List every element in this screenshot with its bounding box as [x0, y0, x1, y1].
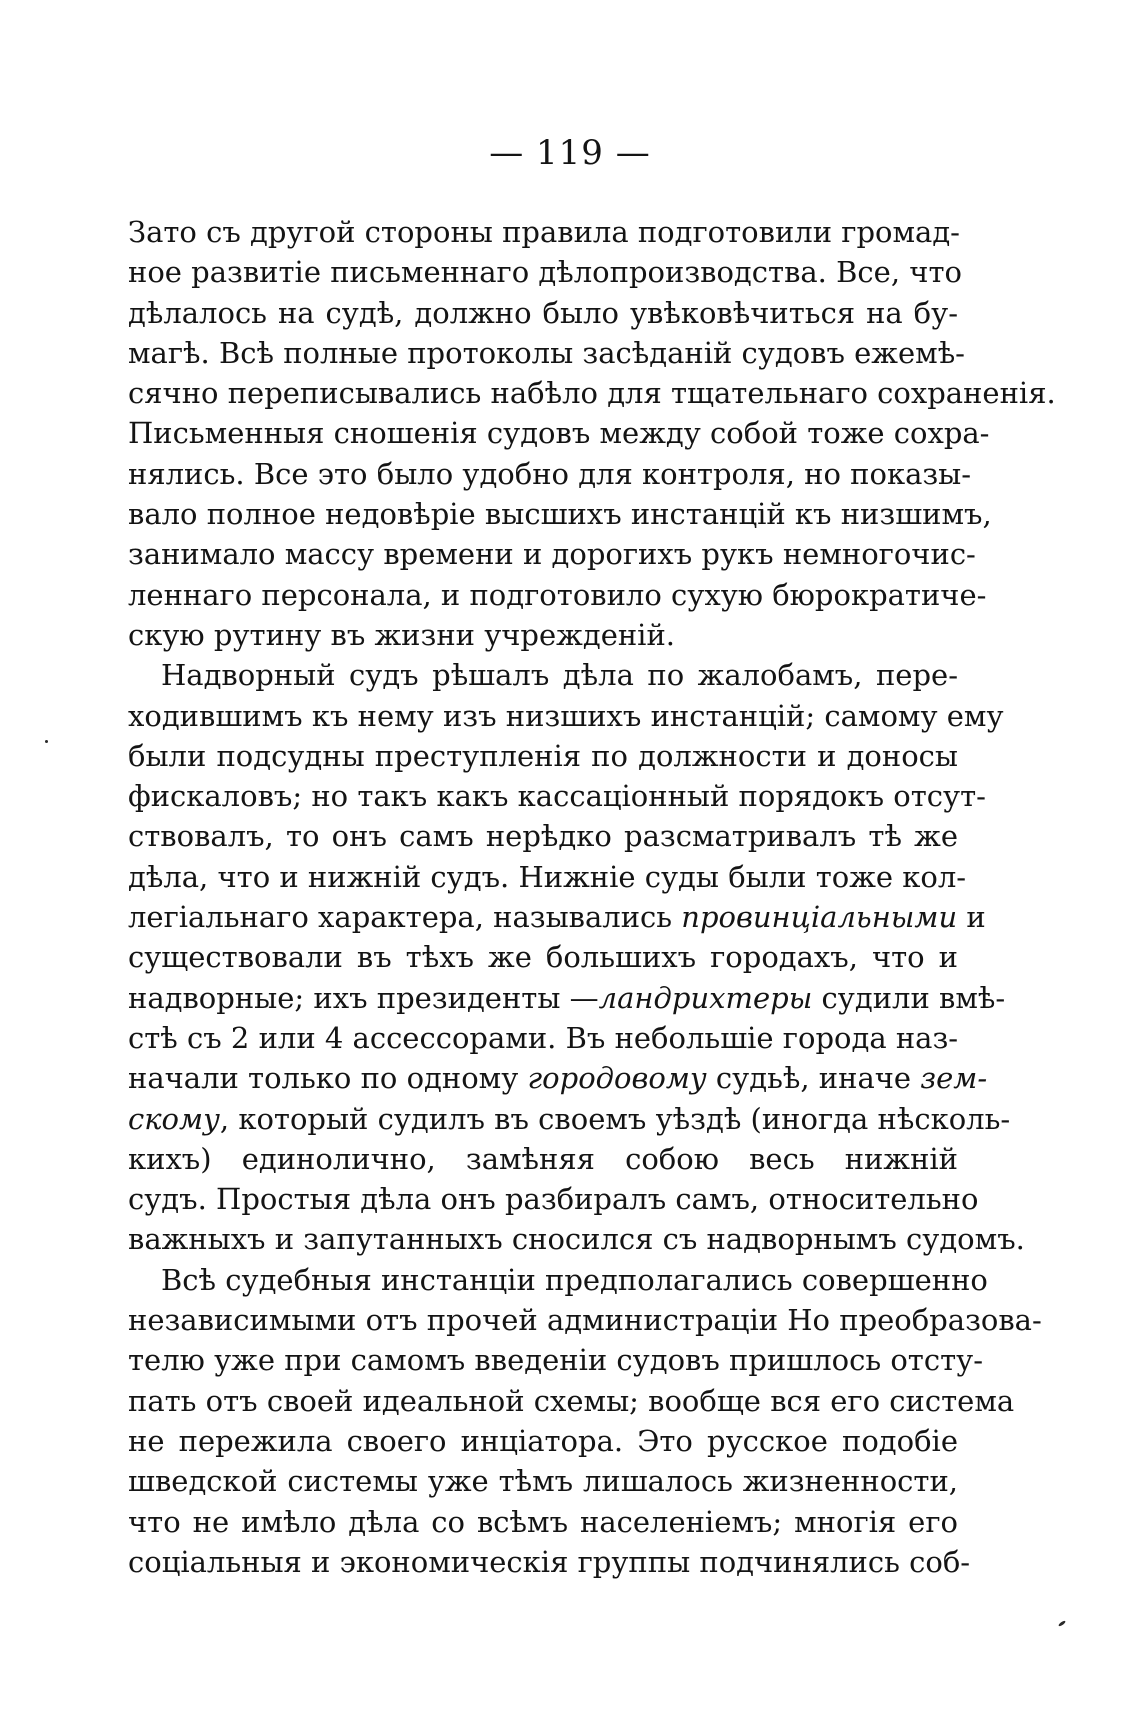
text-line: стѣ съ 2 или 4 ассессорами. Въ небольшіе города наз-: [128, 1020, 959, 1055]
text-line: Надворный судъ рѣшалъ дѣла по жалобамъ, пере-: [161, 658, 958, 693]
text-line: не пережила своего инціатора. Это русское подобіе: [128, 1423, 958, 1458]
text-line: скую рутину въ жизни учрежденій.: [128, 617, 676, 652]
italic-term: зем-: [920, 1061, 988, 1096]
text-line: надворные; ихъ президенты —ландрихтеры судили вмѣ-: [128, 980, 1006, 1015]
text-line: независимыми отъ прочей администраціи Но преобразова-: [128, 1303, 1042, 1338]
text-line: что не имѣло дѣла со всѣмъ населеніемъ; многія его: [128, 1504, 958, 1539]
text-line: ходившимъ къ нему изъ низшихъ инстанцій; самому ему: [128, 698, 1004, 733]
italic-term: провинціальными: [681, 900, 958, 935]
text-line: важныхъ и запутанныхъ сносился съ надворнымъ судомъ.: [128, 1222, 1025, 1257]
italic-term: городовому: [527, 1061, 707, 1096]
text-line: фискаловъ; но такъ какъ кассаціонный порядокъ отсут-: [128, 779, 986, 814]
text-line: магѣ. Всѣ полные протоколы засѣданій судовъ ежемѣ-: [128, 335, 965, 370]
text-line: шведской системы уже тѣмъ лишалось жизненности,: [128, 1464, 958, 1499]
text-line: пать отъ своей идеальной схемы; вообще вся его система: [128, 1383, 1015, 1418]
text-line: легіальнаго характера, назывались провинціальными и: [128, 900, 986, 935]
text-line: начали только по одному городовому судьѣ, иначе зем-: [128, 1061, 988, 1096]
body-text: [128, 212, 1056, 1582]
text-line: дѣлалось на судѣ, должно было увѣковѣчиться на бу-: [128, 295, 958, 330]
italic-term: скому: [128, 1101, 220, 1136]
text-line: леннаго персонала, и подготовило сухую бюрократиче-: [128, 577, 987, 612]
text-line: соціальныя и экономическія группы подчинялись соб-: [128, 1544, 971, 1579]
text-line: вало полное недовѣріе высшихъ инстанцій къ низшимъ,: [128, 497, 992, 532]
text-line: судъ. Простыя дѣла онъ разбиралъ самъ, относительно: [128, 1182, 979, 1217]
text-line: сячно переписывались набѣло для тщательнаго сохраненія.: [128, 376, 1056, 411]
scan-speck: [1058, 1620, 1066, 1627]
italic-term: ландрихтеры: [598, 980, 813, 1015]
text-line: дѣла, что и нижній судъ. Нижніе суды были тоже кол-: [128, 859, 967, 894]
text-line: ствовалъ, то онъ самъ нерѣдко разсматривалъ тѣ же: [128, 819, 958, 854]
text-line: существовали въ тѣхъ же большихъ городахъ, что и: [128, 940, 958, 975]
scan-speck: [45, 740, 48, 743]
text-line: Всѣ судебныя инстанціи предполагались совершенно: [161, 1262, 988, 1297]
text-line: телю уже при самомъ введеніи судовъ пришлось отсту-: [128, 1343, 983, 1378]
text-line: Зато съ другой стороны правила подготовили громад-: [128, 215, 960, 249]
text-line: ное развитіе письменнаго дѣлопроизводства. Все, что: [128, 255, 962, 290]
text-line: занимало массу времени и дорогихъ рукъ немногочис-: [128, 537, 976, 572]
text-line: кихъ) единолично, замѣняя собою весь нижній: [128, 1141, 958, 1176]
text-line: были подсудны преступленія по должности и доносы: [128, 738, 958, 773]
page-number: — 119 —: [489, 133, 651, 173]
text-line: нялись. Все это было удобно для контроля, но показы-: [128, 456, 972, 491]
text-line: Письменныя сношенія судовъ между собой тоже сохра-: [128, 416, 990, 451]
text-line: скому, который судилъ въ своемъ уѣздѣ (иногда нѣсколь-: [128, 1101, 1011, 1136]
